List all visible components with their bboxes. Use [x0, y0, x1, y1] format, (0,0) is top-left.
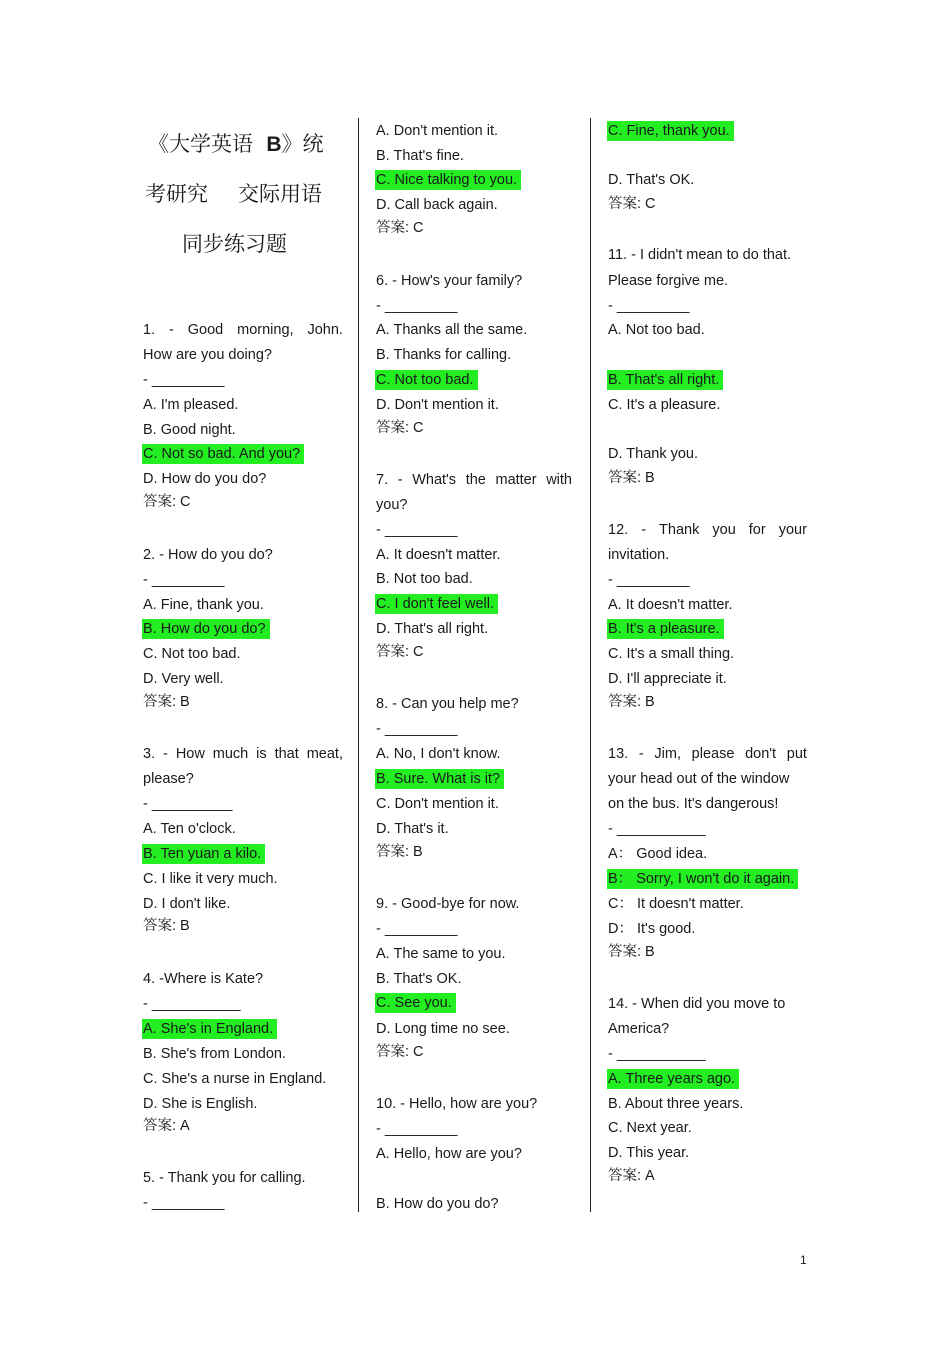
correct-option-line [376, 770, 504, 788]
line-text: on the bus. It's dangerous! [608, 796, 779, 812]
answer-line [376, 419, 424, 437]
question-line [376, 745, 500, 763]
word: please [691, 746, 735, 762]
question-line [376, 521, 457, 539]
word: meat, [306, 746, 343, 762]
question-line [143, 396, 238, 414]
line-text: A. No, I don't know. [376, 746, 501, 762]
word: matter [495, 472, 537, 488]
question-line [376, 820, 449, 838]
line-text: B. Not too bad. [376, 571, 473, 587]
column-divider [590, 118, 591, 1212]
doc-title-part: 《大学英语 [148, 132, 253, 156]
highlighted-text: C. See you. [375, 993, 456, 1013]
word: - [638, 746, 644, 762]
highlighted-text: B. That's all right. [607, 370, 723, 390]
question-line [608, 171, 694, 189]
line-text: - _________ [143, 572, 225, 588]
question-line [608, 445, 698, 463]
line-text: D. This year. [608, 1145, 690, 1161]
correct-option-line [143, 445, 304, 463]
line-text: A. It doesn't matter. [376, 547, 501, 563]
correct-option-line [376, 994, 456, 1012]
question-line [608, 770, 789, 788]
line-text: 答案: A [143, 1118, 190, 1134]
column-divider [358, 118, 359, 1212]
question-line [143, 321, 343, 339]
question-line [608, 546, 669, 564]
highlighted-text: C. Nice talking to you. [375, 170, 521, 190]
line-text: D. I don't like. [143, 896, 231, 912]
question-line [143, 1070, 326, 1088]
line-text: please? [143, 771, 194, 787]
word: much [212, 746, 249, 762]
line-text: - ___________ [608, 821, 706, 837]
word: for [748, 522, 766, 538]
correct-option-line [608, 620, 724, 638]
question-line [143, 895, 230, 913]
answer-line [143, 917, 190, 935]
correct-option-line [143, 1020, 277, 1038]
question-line [608, 920, 695, 938]
question-line [608, 1045, 706, 1063]
question-line [376, 945, 506, 963]
question-line [376, 496, 407, 514]
line-text: - _________ [143, 1195, 225, 1211]
question-line [143, 820, 236, 838]
word: 1. [143, 322, 156, 338]
line-text: 2. - How do you do? [143, 547, 273, 563]
line-text: 答案: B [376, 844, 423, 860]
line-text: 答案: A [608, 1168, 655, 1184]
question-line [376, 122, 498, 140]
question-line [143, 1095, 257, 1113]
question-line [608, 895, 744, 913]
question-line [143, 1045, 286, 1063]
question-line [608, 1119, 692, 1137]
doc-title-part: 考研究 [145, 182, 208, 206]
line-text: - ___________ [608, 1046, 706, 1062]
highlighted-text: B. Ten yuan a kilo. [142, 844, 265, 864]
question-line [143, 795, 233, 813]
question-line [143, 1169, 306, 1187]
question-line [376, 471, 572, 489]
doc-title-part: 交际用语 [238, 182, 322, 206]
answer-line [143, 1117, 190, 1135]
line-text: - _________ [608, 572, 690, 588]
line-text: B. She's from London. [143, 1046, 287, 1062]
question-line [376, 795, 499, 813]
question-line [608, 396, 720, 414]
line-text: D： It's good. [608, 921, 696, 937]
answer-line [376, 1043, 424, 1061]
line-text: A. Fine, thank you. [143, 597, 264, 613]
doc-title-part: 同步练习题 [182, 232, 287, 256]
question-line [608, 596, 732, 614]
line-text: invitation. [608, 547, 670, 563]
question-line [376, 1120, 457, 1138]
question-line [376, 346, 511, 364]
highlighted-text: C. Not too bad. [375, 370, 478, 390]
line-text: your head out of the window [608, 771, 790, 787]
line-text: B. That's fine. [376, 148, 464, 164]
line-text: 14. - When did you move to [608, 996, 786, 1012]
question-line [376, 720, 457, 738]
highlighted-text: B： Sorry, I won't do it again. [607, 869, 798, 889]
line-text: 答案: B [143, 694, 190, 710]
line-text: A. Ten o'clock. [143, 821, 236, 837]
word: Good [187, 322, 224, 338]
line-text: D. How do you do? [143, 471, 267, 487]
word: 12. [608, 522, 629, 538]
question-line [608, 670, 727, 688]
answer-line [376, 219, 424, 237]
question-line [376, 620, 488, 638]
question-line [608, 571, 689, 589]
question-line [143, 371, 224, 389]
line-text: D. Very well. [143, 671, 224, 687]
question-line [608, 745, 807, 763]
doc-title-line2 [145, 178, 322, 208]
highlighted-text: A. She's in England. [142, 1019, 277, 1039]
correct-option-line [376, 371, 478, 389]
word: Thank [659, 522, 700, 538]
line-text: C. It's a pleasure. [608, 397, 721, 413]
line-text: 答案: C [376, 644, 424, 660]
question-line [608, 321, 705, 339]
question-line [143, 596, 264, 614]
line-text: 答案: C [376, 1044, 424, 1060]
line-text: 9. - Good-bye for now. [376, 896, 520, 912]
line-text: 答案: C [376, 220, 424, 236]
doc-title-part: B [266, 133, 282, 156]
line-text: B. How do you do? [376, 1196, 499, 1212]
question-line [608, 995, 785, 1013]
line-text: A. The same to you. [376, 946, 506, 962]
question-line [376, 272, 522, 290]
doc-title-line3 [182, 228, 287, 258]
line-text: C. I like it very much. [143, 871, 278, 887]
word: - [163, 746, 168, 762]
line-text: D. Thank you. [608, 446, 699, 462]
question-line [143, 870, 278, 888]
word: - [641, 522, 647, 538]
doc-title-part: 》统 [281, 132, 324, 156]
answer-line [608, 469, 655, 487]
line-text: B. Thanks for calling. [376, 347, 512, 363]
line-text: 4. -Where is Kate? [143, 971, 264, 987]
line-text: A. I'm pleased. [143, 397, 239, 413]
answer-line [608, 195, 656, 213]
page-number: 1 [800, 1253, 807, 1267]
question-line [376, 297, 457, 315]
line-text: - _________ [376, 721, 458, 737]
correct-option-line [143, 845, 265, 863]
highlighted-text: C. Not so bad. And you? [142, 444, 304, 464]
word: - [169, 322, 174, 338]
correct-option-line [608, 371, 723, 389]
line-text: C. It's a small thing. [608, 646, 735, 662]
word: What's [412, 472, 457, 488]
line-text: - _________ [376, 522, 458, 538]
word: put [786, 746, 807, 762]
question-line [143, 670, 224, 688]
question-line [143, 546, 273, 564]
line-text: A. Don't mention it. [376, 123, 499, 139]
question-line [376, 196, 498, 214]
question-line [143, 995, 241, 1013]
highlighted-text: B. It's a pleasure. [607, 619, 724, 639]
word: with [546, 472, 572, 488]
question-line [376, 920, 457, 938]
question-line [143, 770, 194, 788]
word: the [465, 472, 486, 488]
line-text: 5. - Thank you for calling. [143, 1170, 306, 1186]
word: that [274, 746, 299, 762]
line-text: - _________ [143, 372, 225, 388]
question-line [143, 645, 241, 663]
highlighted-text: C. Fine, thank you. [607, 121, 734, 141]
question-line [608, 795, 778, 813]
question-line [608, 521, 807, 539]
correct-option-line [143, 620, 270, 638]
question-line [608, 297, 689, 315]
question-line [376, 321, 527, 339]
correct-option-line [608, 122, 734, 140]
question-line [608, 272, 728, 290]
word: is [256, 746, 267, 762]
highlighted-text: A. Three years ago. [607, 1069, 739, 1089]
line-text: C. Next year. [608, 1120, 692, 1136]
line-text: D. That's it. [376, 821, 449, 837]
line-text: D. Call back again. [376, 197, 498, 213]
line-text: Please forgive me. [608, 273, 729, 289]
question-line [376, 396, 499, 414]
answer-line [608, 693, 655, 711]
answer-line [608, 943, 655, 961]
line-text: you? [376, 497, 408, 513]
answer-line [376, 843, 423, 861]
line-text: 答案: C [376, 420, 424, 436]
line-text: D. I'll appreciate it. [608, 671, 727, 687]
question-line [376, 1095, 537, 1113]
word: don't [745, 746, 777, 762]
line-text: C. Not too bad. [143, 646, 241, 662]
question-line [376, 147, 464, 165]
line-text: 答案: B [608, 944, 655, 960]
line-text: A. Thanks all the same. [376, 322, 528, 338]
line-text: C. Don't mention it. [376, 796, 499, 812]
correct-option-line [376, 595, 498, 613]
question-line [143, 745, 343, 763]
line-text: C. She's a nurse in England. [143, 1071, 327, 1087]
line-text: - _________ [608, 298, 690, 314]
word: 13. [608, 746, 629, 762]
line-text: - __________ [143, 796, 233, 812]
question-line [143, 470, 266, 488]
question-line [608, 820, 706, 838]
correct-option-line [376, 171, 521, 189]
word: John. [307, 322, 343, 338]
question-line [608, 845, 707, 863]
answer-line [608, 1167, 655, 1185]
question-line [143, 346, 272, 364]
line-text: How are you doing? [143, 347, 272, 363]
question-line [143, 1194, 224, 1212]
word: - [397, 472, 403, 488]
question-line [608, 246, 791, 264]
word: you [712, 522, 736, 538]
word: 7. [376, 472, 389, 488]
line-text: 答案: C [608, 196, 656, 212]
word: your [778, 522, 807, 538]
correct-option-line [608, 870, 798, 888]
line-text: A. Hello, how are you? [376, 1146, 522, 1162]
word: morning, [237, 322, 294, 338]
line-text: 10. - Hello, how are you? [376, 1096, 538, 1112]
question-line [376, 1145, 522, 1163]
line-text: D. Long time no see. [376, 1021, 510, 1037]
line-text: 6. - How's your family? [376, 273, 523, 289]
highlighted-text: C. I don't feel well. [375, 594, 498, 614]
answer-line [376, 643, 424, 661]
question-line [608, 1144, 689, 1162]
question-line [143, 970, 263, 988]
line-text: D. Don't mention it. [376, 397, 499, 413]
line-text: B. That's OK. [376, 971, 462, 987]
doc-title-line1 [148, 128, 324, 158]
question-line [608, 645, 734, 663]
line-text: 11. - I didn't mean to do that. [608, 247, 792, 263]
answer-line [143, 693, 190, 711]
question-line [376, 695, 519, 713]
line-text: D. That's OK. [608, 172, 695, 188]
line-text: America? [608, 1021, 670, 1037]
line-text: - _________ [376, 1121, 458, 1137]
line-text: A. Not too bad. [608, 322, 705, 338]
question-line [608, 1020, 669, 1038]
word: 3. [143, 746, 156, 762]
line-text: B. Good night. [143, 422, 236, 438]
correct-option-line [608, 1070, 739, 1088]
line-text: B. About three years. [608, 1096, 744, 1112]
line-text: D. That's all right. [376, 621, 489, 637]
word: Jim, [654, 746, 681, 762]
line-text: - ___________ [143, 996, 241, 1012]
line-text: 答案: C [143, 494, 191, 510]
highlighted-text: B. Sure. What is it? [375, 769, 504, 789]
question-line [376, 895, 519, 913]
word: How [175, 746, 205, 762]
question-line [143, 571, 224, 589]
line-text: D. She is English. [143, 1096, 258, 1112]
answer-line [143, 493, 191, 511]
line-text: - _________ [376, 298, 458, 314]
line-text: 答案: B [608, 470, 655, 486]
question-line [376, 1020, 510, 1038]
highlighted-text: B. How do you do? [142, 619, 270, 639]
line-text: 答案: B [608, 694, 655, 710]
line-text: - _________ [376, 921, 458, 937]
question-line [143, 421, 236, 439]
line-text: A. It doesn't matter. [608, 597, 733, 613]
question-line [376, 546, 500, 564]
question-line [376, 970, 462, 988]
line-text: 8. - Can you help me? [376, 696, 519, 712]
question-line [608, 1095, 743, 1113]
question-line [376, 570, 473, 588]
line-text: 答案: B [143, 918, 190, 934]
question-line [376, 1195, 499, 1213]
line-text: C： It doesn't matter. [608, 896, 744, 912]
line-text: A： Good idea. [608, 846, 708, 862]
